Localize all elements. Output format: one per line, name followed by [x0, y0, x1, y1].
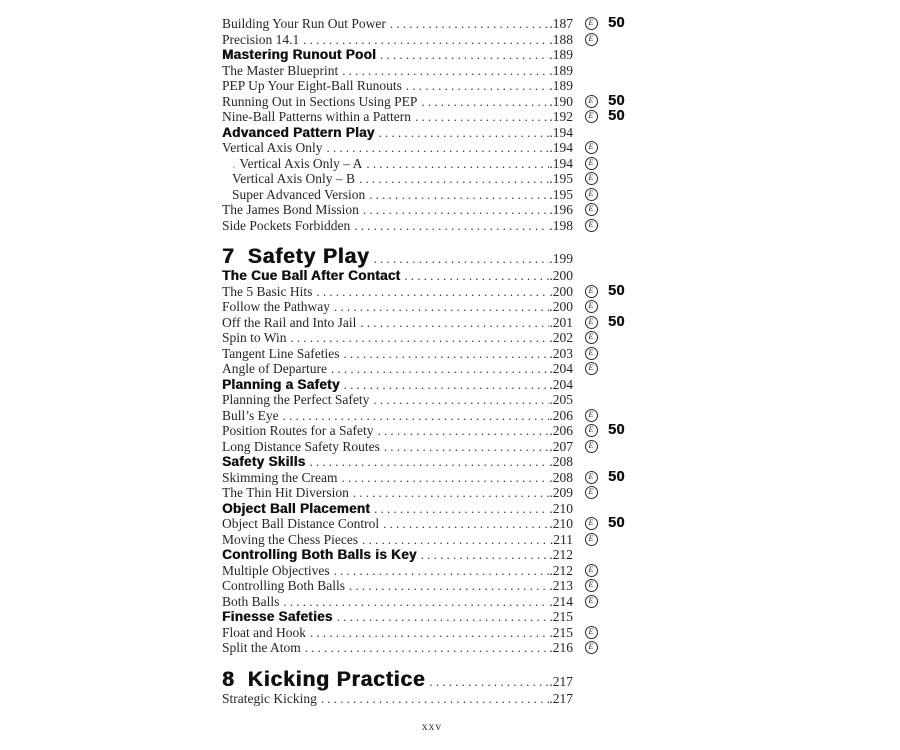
page-number: . 210 [549, 501, 573, 517]
entry-title: Nine-Ball Patterns within a Pattern [222, 109, 411, 124]
dot-leader [290, 330, 549, 346]
circled-e-icon: E [585, 347, 598, 360]
page-number: . 201 [549, 315, 573, 331]
circled-e-icon: E [585, 316, 598, 329]
circled-e-icon: E [585, 141, 598, 154]
page-number: . 208 [549, 470, 573, 486]
page-number: . 194 [549, 156, 573, 172]
entry-title: The 5 Basic Hits [222, 283, 313, 299]
circled-e-icon: E [585, 188, 598, 201]
entry-title: Strategic Kicking [222, 690, 317, 706]
entry-title: Controlling Both Balls is Key [222, 547, 417, 562]
entry-title: Finesse Safeties [222, 609, 333, 624]
page-number: . 192 [549, 109, 573, 125]
page-number: . 215 [549, 609, 573, 625]
dot-leader [374, 248, 550, 270]
toc-item-entry [222, 563, 642, 579]
toc-item-entry [222, 392, 642, 408]
exercise-marker-column [581, 172, 601, 185]
page-number: . 189 [549, 47, 573, 63]
dot-leader [283, 408, 550, 424]
dot-leader [349, 578, 549, 594]
exercise-marker-column [581, 17, 601, 30]
toc-item-entry [222, 109, 642, 125]
toc-item-entry [222, 94, 642, 110]
circled-e-icon: E [585, 440, 598, 453]
dot-leader [380, 47, 549, 63]
exercise-marker-column [581, 362, 601, 375]
entry-title: Spin to Win [222, 330, 287, 345]
toc-section-entry [222, 609, 642, 625]
score-value: 50 [608, 515, 625, 531]
circled-e-icon: E [585, 579, 598, 592]
dot-leader [321, 691, 550, 707]
dot-leader [421, 547, 550, 563]
page-number: . 189 [549, 63, 573, 79]
page-number: . 194 [549, 125, 573, 141]
entry-title: Kicking Practice [247, 667, 426, 691]
toc-section-entry [222, 268, 642, 284]
page-number: . 194 [549, 140, 573, 156]
dot-leader [342, 63, 549, 79]
circled-e-icon: E [585, 595, 598, 608]
entry-title: The Thin Hit Diversion [222, 485, 349, 500]
toc-item-entry [222, 691, 642, 707]
page-number: . 198 [549, 218, 573, 234]
page-number: . 217 [549, 691, 573, 707]
toc-item-entry [222, 299, 642, 315]
exercise-marker-column [581, 331, 601, 344]
dot-leader [309, 454, 549, 470]
toc-section-entry [222, 125, 642, 141]
toc-chapter-entry [222, 246, 642, 268]
toc-item-entry [222, 187, 642, 203]
entry-title: Tangent Line Safeties [222, 345, 340, 361]
toc-item-entry [222, 439, 642, 455]
toc-item-entry [222, 140, 642, 156]
entry-title: Object Ball Distance Control [222, 516, 380, 531]
entry-title: Multiple Objectives [222, 562, 330, 578]
entry-title: Both Balls [222, 593, 280, 609]
toc-item-entry [222, 156, 642, 172]
entry-title: Controlling Both Balls [222, 578, 346, 593]
dot-leader [383, 516, 549, 532]
dot-leader [344, 377, 550, 393]
toc-item-entry [222, 408, 642, 424]
toc-list [222, 16, 642, 706]
circled-e-icon: E [585, 471, 598, 484]
page-number: . 200 [549, 299, 573, 315]
dot-leader [310, 625, 549, 641]
dot-leader [334, 563, 550, 579]
stray-dot-mark: . [232, 155, 236, 171]
toc-item-entry [222, 63, 642, 79]
page-number: . 213 [549, 578, 573, 594]
page-number: . 216 [549, 640, 573, 656]
dot-leader [342, 470, 550, 486]
page-number: . 204 [549, 377, 573, 393]
exercise-marker-column [581, 641, 601, 654]
dot-leader [362, 532, 550, 548]
exercise-marker-column [581, 95, 601, 108]
dot-leader [359, 171, 549, 187]
dot-leader [374, 501, 549, 517]
dot-leader [360, 315, 549, 331]
entry-title: The James Bond Mission [222, 202, 359, 217]
entry-title: Planning a Safety [222, 376, 340, 392]
toc-section-entry [222, 47, 642, 63]
toc-item-entry [222, 202, 642, 218]
page-number: . 215 [549, 625, 573, 641]
dot-leader [379, 125, 550, 141]
page-number: . 206 [549, 423, 573, 439]
page-number: . 190 [549, 94, 573, 110]
exercise-marker-column [581, 486, 601, 499]
entry-title: Moving the Chess Pieces [222, 531, 359, 547]
entry-title: Advanced Pattern Play [222, 124, 375, 140]
exercise-marker-column [581, 300, 601, 313]
score-value: 50 [608, 468, 625, 485]
toc-section-entry [222, 501, 642, 517]
exercise-marker-column [581, 285, 601, 298]
circled-e-icon: E [585, 157, 598, 170]
exercise-marker-column [581, 471, 601, 484]
dot-leader [283, 594, 549, 610]
page-number: . 208 [549, 454, 573, 470]
entry-title: The Master Blueprint [222, 62, 339, 78]
entry-title: Safety Skills [222, 454, 306, 469]
page-number: . 195 [549, 171, 573, 187]
toc-item-entry [222, 423, 642, 439]
entry-title: Building Your Run Out Power [222, 16, 386, 31]
score-value: 50 [608, 15, 625, 31]
entry-title: Super Advanced Version [232, 186, 366, 202]
score-value: 50 [608, 422, 625, 438]
toc-item-entry [222, 78, 642, 94]
dot-leader [390, 16, 549, 32]
entry-title: The Cue Ball After Contact [222, 268, 401, 283]
dot-leader [415, 109, 549, 125]
toc-chapter-entry [222, 669, 642, 691]
toc-item-entry [222, 625, 642, 641]
chapter-number: 8 [222, 667, 235, 691]
toc-section-entry [222, 547, 642, 563]
dot-leader [363, 202, 550, 218]
page-number: . 206 [549, 408, 573, 424]
dot-leader [316, 284, 549, 300]
exercise-marker-column [581, 316, 601, 329]
dot-leader [334, 299, 549, 315]
entry-title: Skimming the Cream [222, 469, 338, 485]
entry-title: Object Ball Placement [222, 500, 371, 516]
toc-item-entry [222, 594, 642, 610]
circled-e-icon: E [585, 331, 598, 344]
exercise-marker-column [581, 219, 601, 232]
toc-item-entry [222, 218, 642, 234]
page-number: . 212 [549, 563, 573, 579]
toc-item-entry [222, 315, 642, 331]
circled-e-icon: E [585, 95, 598, 108]
circled-e-icon: E [585, 110, 598, 123]
score-value: 50 [608, 282, 625, 299]
dot-leader [369, 187, 549, 203]
page-number: . 204 [549, 361, 573, 377]
toc-item-entry [222, 532, 642, 548]
entry-title: Side Pockets Forbidden [222, 217, 351, 233]
page-number: . 187 [549, 16, 573, 32]
toc-item-entry [222, 284, 642, 300]
exercise-marker-column [581, 517, 601, 530]
entry-title: Long Distance Safety Routes [222, 438, 380, 454]
exercise-marker-column [581, 110, 601, 123]
circled-e-icon: E [585, 641, 598, 654]
entry-title: Position Routes for a Safety [222, 423, 374, 438]
entry-title: Planning the Perfect Safety [222, 392, 370, 407]
page-number: . 212 [549, 547, 573, 563]
toc-section-entry [222, 454, 642, 470]
entry-title: PEP Up Your Eight-Ball Runouts [222, 78, 402, 93]
exercise-marker-column [581, 595, 601, 608]
circled-e-icon: E [585, 424, 598, 437]
page-number: . 200 [549, 268, 573, 284]
exercise-marker-column [581, 33, 601, 46]
circled-e-icon: E [585, 564, 598, 577]
dot-leader [331, 361, 549, 377]
dot-leader [353, 485, 550, 501]
dot-leader [366, 156, 549, 172]
page-number: . 207 [549, 439, 573, 455]
entry-title: Split the Atom [222, 640, 301, 655]
exercise-marker-column [581, 424, 601, 437]
entry-title: Vertical Axis Only [222, 140, 323, 155]
entry-title: Vertical Axis Only – B [232, 171, 355, 186]
entry-title: Safety Play [247, 245, 370, 268]
circled-e-icon: E [585, 203, 598, 216]
page-number: . 188 [549, 32, 573, 48]
page-number: . 199 [549, 248, 573, 270]
toc-item-entry [222, 171, 642, 187]
entry-title: Off the Rail and Into Jail [222, 314, 357, 330]
score-value: 50 [608, 313, 625, 330]
score-value: 50 [608, 108, 625, 124]
toc-item-entry [222, 578, 642, 594]
page-footer-number: xxv [421, 721, 443, 733]
toc-item-entry [222, 516, 642, 532]
exercise-marker-column [581, 579, 601, 592]
circled-e-icon: E [585, 300, 598, 313]
circled-e-icon: E [585, 533, 598, 546]
page-number: . 209 [549, 485, 573, 501]
exercise-marker-column [581, 157, 601, 170]
circled-e-icon: E [585, 517, 598, 530]
dot-leader [344, 346, 550, 362]
toc-item-entry [222, 330, 642, 346]
dot-leader [384, 439, 550, 455]
entry-title: Vertical Axis Only – A [239, 155, 363, 171]
entry-title: Bull’s Eye [222, 407, 279, 423]
dot-leader [305, 640, 550, 656]
dot-leader [354, 218, 549, 234]
page-number: . 214 [549, 594, 573, 610]
circled-e-icon: E [585, 285, 598, 298]
page-number: . 210 [549, 516, 573, 532]
page-number: . 195 [549, 187, 573, 203]
exercise-marker-column [581, 533, 601, 546]
entry-title: Running Out in Sections Using PEP [222, 93, 418, 109]
toc-section-entry [222, 377, 642, 393]
toc-item-entry [222, 16, 642, 32]
toc-item-entry [222, 470, 642, 486]
dot-leader [327, 140, 550, 156]
circled-e-icon: E [585, 409, 598, 422]
page-number: . 203 [549, 346, 573, 362]
toc-item-entry [222, 346, 642, 362]
circled-e-icon: E [585, 219, 598, 232]
entry-title: Follow the Pathway [222, 299, 330, 314]
exercise-marker-column [581, 564, 601, 577]
page-number: . 217 [549, 671, 573, 693]
page-number: . 196 [549, 202, 573, 218]
toc-item-entry [222, 485, 642, 501]
circled-e-icon: E [585, 17, 598, 30]
toc-item-entry [222, 361, 642, 377]
page-number: . 202 [549, 330, 573, 346]
entry-title: Angle of Departure [222, 361, 327, 376]
dot-leader [421, 94, 549, 110]
exercise-marker-column [581, 141, 601, 154]
dot-leader [378, 423, 550, 439]
dot-leader [303, 32, 549, 48]
exercise-marker-column [581, 409, 601, 422]
dot-leader [373, 392, 549, 408]
toc-item-entry [222, 640, 642, 656]
entry-title: Precision 14.1 [222, 31, 300, 47]
exercise-marker-column [581, 440, 601, 453]
dot-leader [406, 78, 549, 94]
entry-title: Float and Hook [222, 624, 306, 640]
dot-leader [429, 671, 549, 693]
circled-e-icon: E [585, 362, 598, 375]
chapter-number: 7 [222, 245, 235, 268]
page-number: . 205 [549, 392, 573, 408]
dot-leader [404, 268, 549, 284]
circled-e-icon: E [585, 626, 598, 639]
exercise-marker-column [581, 188, 601, 201]
toc-item-entry [222, 32, 642, 48]
dot-leader [337, 609, 550, 625]
circled-e-icon: E [585, 172, 598, 185]
score-value: 50 [608, 92, 625, 109]
exercise-marker-column [581, 203, 601, 216]
circled-e-icon: E [585, 486, 598, 499]
exercise-marker-column [581, 626, 601, 639]
circled-e-icon: E [585, 33, 598, 46]
exercise-marker-column [581, 347, 601, 360]
page-number: . 200 [549, 284, 573, 300]
page-number: . 211 [550, 532, 573, 548]
entry-title: Mastering Runout Pool [222, 47, 377, 62]
page-number: . 189 [549, 78, 573, 94]
